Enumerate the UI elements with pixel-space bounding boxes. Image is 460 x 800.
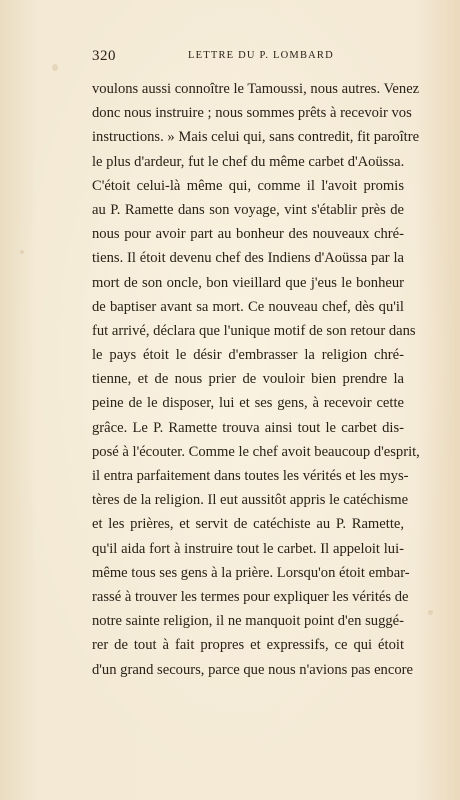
text-line: de baptiser avant sa mort. Ce nouveau chef, dès qu'il (92, 298, 404, 315)
text-line: donc nous instruire ; nous sommes prêts à recevoir vos (92, 105, 412, 122)
page-header (92, 48, 404, 68)
text-line: instructions. » Mais celui qui, sans contredit, fit paroître (92, 129, 420, 146)
text-line: peine de le disposer, lui et ses gens, à recevoir cette (92, 395, 404, 412)
text-line: il entra parfaitement dans toutes les vérités et les mys- (92, 468, 409, 484)
text-line: le pays étoit le désir d'embrasser la religion chré- (92, 347, 404, 364)
text-line: même tous ses gens à la prière. Lorsqu'on étoit embar- (92, 564, 410, 581)
text-line: et les prières, et servit de catéchiste au P. Ramette, (92, 516, 404, 533)
text-line: tères de la religion. Il eut aussitôt appris le catéchisme (92, 492, 409, 509)
text-line: notre sainte religion, il ne manquoit point d'en suggé- (92, 613, 404, 630)
text-line: rer de tout à fait propres et expressifs, ce qui étoit (92, 637, 404, 654)
text-line: rassé à trouver les termes pour expliquer les vérités de (92, 588, 409, 605)
paper-stain (428, 610, 433, 615)
text-line: le plus d'ardeur, fut le chef du même carbet d'Aoüssa. (92, 153, 405, 170)
text-line: C'étoit celui-là même qui, comme il l'avoit promis (92, 177, 404, 194)
text-line: d'un grand secours, parce que nous n'avions pas encore (92, 661, 413, 678)
body-text (92, 77, 420, 682)
text-line: nous pour avoir part au bonheur des nouveaux chré- (92, 226, 404, 243)
text-line: au P. Ramette dans son voyage, vint s'établir près de (92, 201, 404, 218)
text-line: tiens. Il étoit devenu chef des Indiens d'Aoüssa par la (92, 250, 404, 267)
text-line: tienne, et de nous prier de vouloir bien prendre la (92, 371, 404, 388)
text-line: voulons aussi connoître le Tamoussi, nous autres. Venez (92, 81, 420, 97)
paper-stain (52, 64, 58, 71)
text-line: posé à l'écouter. Comme le chef avoit beaucoup d'esprit, (92, 443, 420, 460)
text-line: grâce. Le P. Ramette trouva ainsi tout le carbet dis- (92, 419, 404, 436)
text-line: qu'il aida fort à instruire tout le carbet. Il appeloit lui- (92, 540, 404, 557)
text-line: mort de son oncle, bon vieillard que j'eus le bonheur (92, 274, 404, 291)
text-line: fut arrivé, déclara que l'unique motif de son retour dans (92, 322, 416, 339)
paper-stain (20, 250, 24, 254)
running-head: LETTRE DU P. LOMBARD (188, 50, 334, 61)
page-number: 320 (92, 48, 116, 64)
